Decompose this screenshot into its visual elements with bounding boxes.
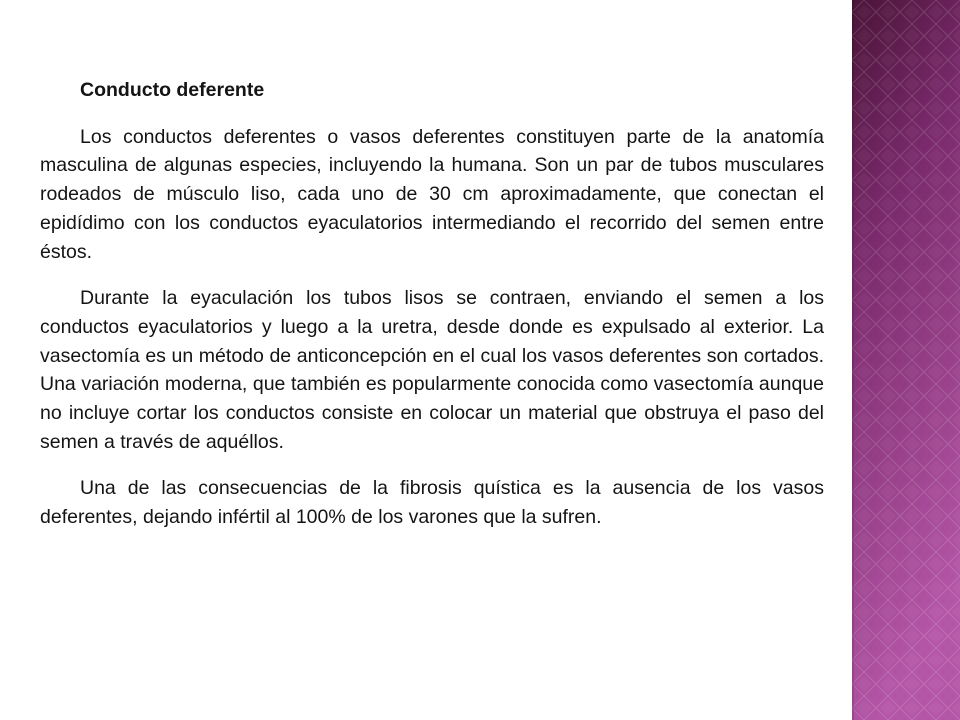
paragraph-cystic-fibrosis: Una de las consecuencias de la fibrosis quística es la ausencia de los vasos deferentes, dejando infértil al 100% de los varones que la sufren.	[40, 477, 824, 529]
decorative-side-band	[852, 0, 960, 720]
paragraph-ejaculation: Durante la eyaculación los tubos lisos se contraen, enviando el semen a los conductos eyaculatorios y luego a la uretra, desde donde es expulsado al exterior. La vasectomía es un método de anticoncepción en el cual los vasos deferentes son cortados. Una variación moderna, que también es popularmente conocida como vasectomía aunque no incluye cortar los conductos consiste en colocar un material que obstruya el paso del semen a través de aquéllos.	[40, 287, 824, 453]
diamond-pattern	[852, 0, 960, 720]
paragraph-definition: Los conductos deferentes o vasos deferentes constituyen parte de la anatomía masculina de algunas especies, incluyendo la humana. Son un par de tubos musculares rodeados de músculo liso, cada uno de 30 cm aproximadamente, que conectan el epidídimo con los conductos eyaculatorios intermediando el recorrido del semen entre éstos.	[40, 125, 824, 263]
text-content	[40, 76, 824, 550]
section-heading: Conducto deferente	[80, 79, 265, 101]
